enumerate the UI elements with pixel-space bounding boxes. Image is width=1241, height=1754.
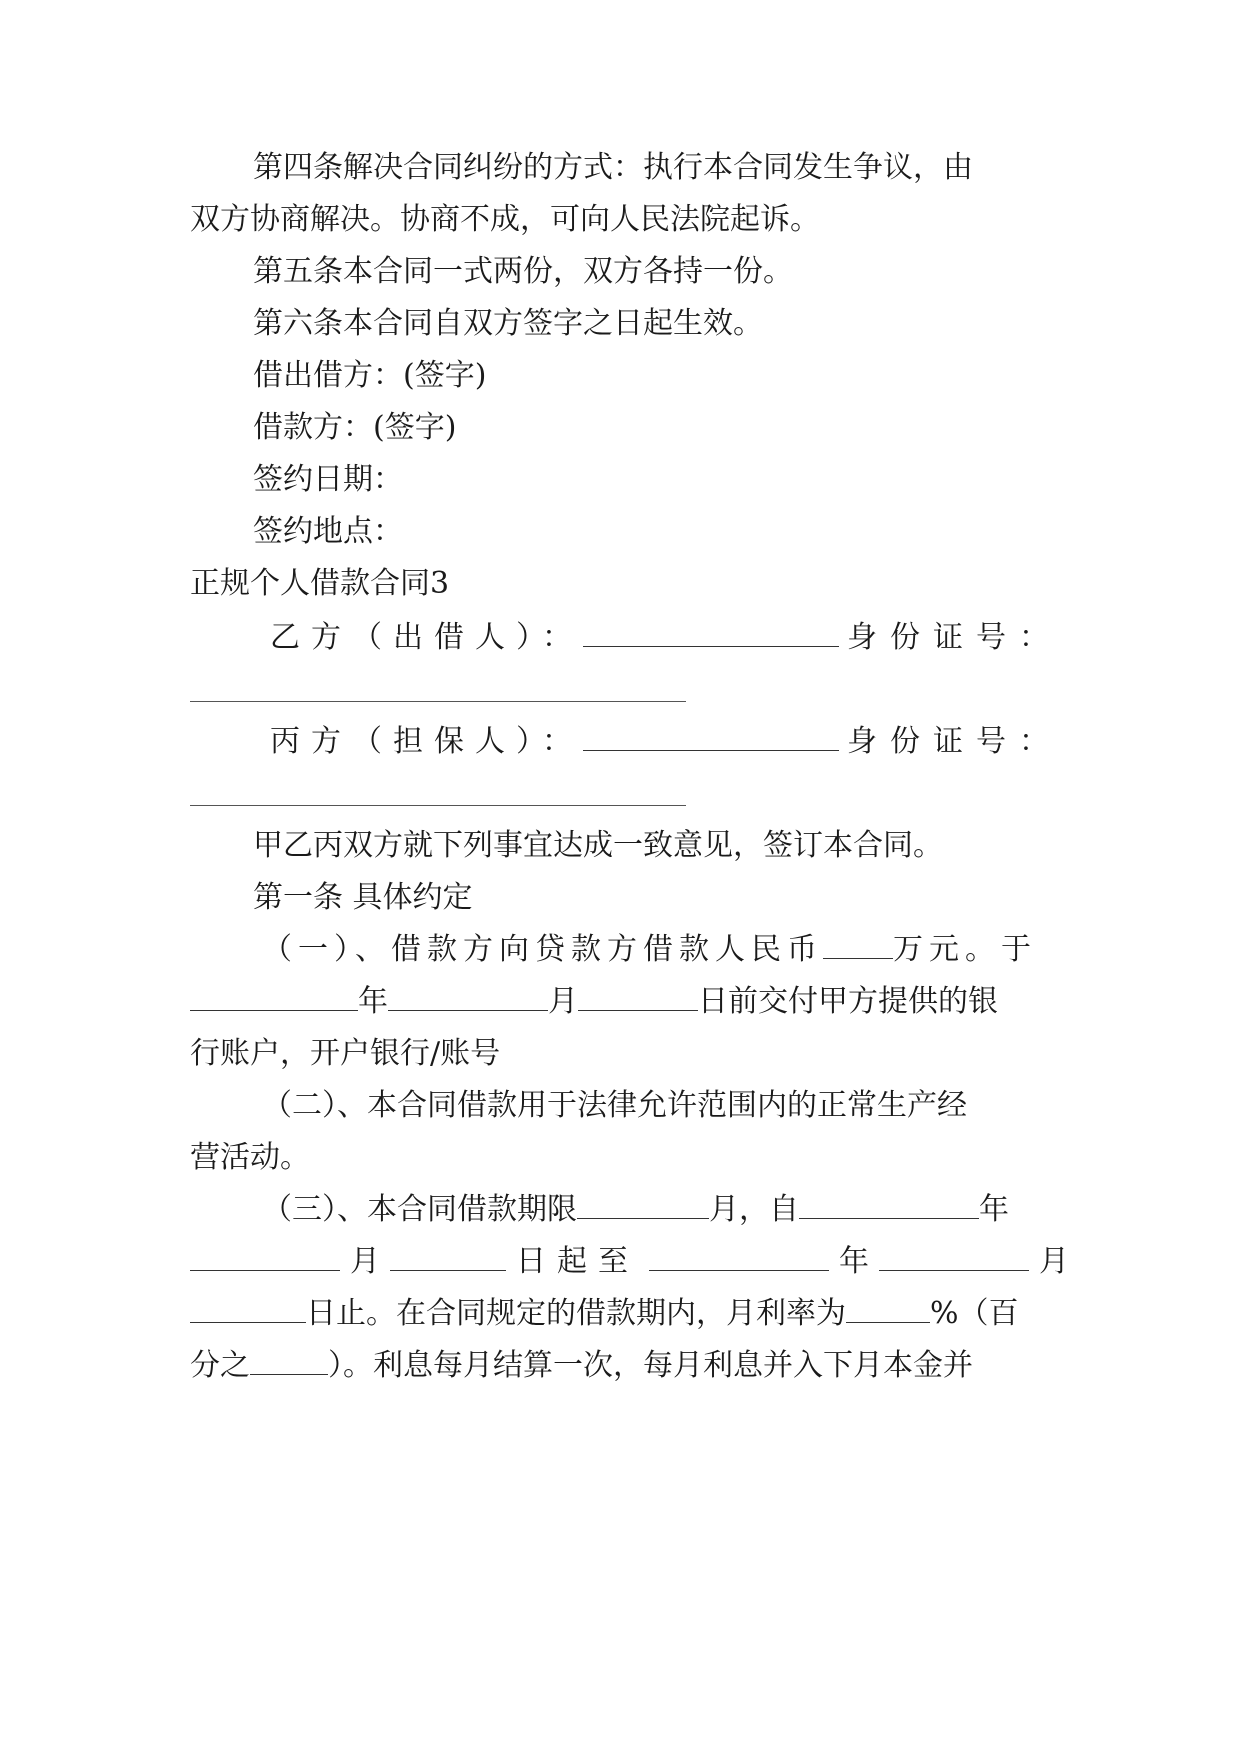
- item-1-text-c: 日前交付甲方提供的银: [698, 984, 998, 1019]
- end-day-blank: [190, 1292, 306, 1323]
- borrower-signature-label: 借款方：(签字): [253, 410, 457, 445]
- item-1-line-2: [190, 980, 1050, 1024]
- clause-5-line: [253, 250, 1050, 294]
- delivery-day-blank: [578, 980, 698, 1011]
- sign-place-label: 签约地点：: [253, 514, 403, 549]
- item-2-text-a: （二）、本合同借款用于法律允许范围内的正常生产经: [262, 1088, 967, 1123]
- sign-date-label: 签约日期：: [253, 462, 403, 497]
- start-day-blank: [390, 1240, 506, 1271]
- clause-6-line: [253, 302, 1050, 346]
- item-2-line-2: [190, 1136, 1050, 1180]
- clause-6-text: 第六条本合同自双方签字之日起生效。: [253, 306, 763, 341]
- clause-4-line-1: [253, 146, 1050, 190]
- item-3-text-e: %（百: [930, 1296, 1019, 1331]
- party-c-label: 丙方（担保人）：: [270, 724, 583, 759]
- item-2-text-b: 营活动。: [190, 1140, 310, 1175]
- sign-place-line: [253, 510, 1050, 554]
- item-3-text-d: 日止。在合同规定的借款期内，月利率为: [306, 1296, 846, 1331]
- item-3-text-f: 分之: [190, 1348, 250, 1383]
- item-3-end-year-label: 年: [839, 1244, 869, 1279]
- contract-title: 正规个人借款合同3: [190, 566, 450, 601]
- item-3-line-1: [262, 1188, 1050, 1232]
- item-3-text-c: 日起至: [516, 1244, 639, 1279]
- agreement-text: 甲乙丙双方就下列事宜达成一致意见，签订本合同。: [253, 828, 943, 863]
- party-c-name-blank: [583, 720, 839, 751]
- clause-5-text: 第五条本合同一式两份，双方各持一份。: [253, 254, 793, 289]
- item-1-text-d: 行账户，开户银行/账号: [190, 1036, 501, 1071]
- party-c-id-label: 身份证号：: [847, 724, 1062, 759]
- item-1-month-label: 月: [548, 984, 578, 1019]
- monthly-rate-blank: [846, 1292, 930, 1323]
- party-c-line: [270, 720, 1062, 764]
- item-1-line-3: [190, 1032, 1050, 1076]
- item-3-year-label: 年: [979, 1192, 1009, 1227]
- lender-signature-line: [253, 354, 1050, 398]
- item-1-line-1: [262, 928, 1050, 972]
- party-b-name-blank: [583, 616, 839, 647]
- item-2-line-1: [262, 1084, 1050, 1128]
- item-3-line-3: [190, 1292, 1050, 1336]
- item-3-text-a: （三）、本合同借款期限: [262, 1192, 577, 1227]
- borrower-signature-line: [253, 406, 1050, 450]
- clause-4-text-b: 双方协商解决。协商不成，可向人民法院起诉。: [190, 202, 820, 237]
- item-3-text-b: 月，自: [709, 1192, 799, 1227]
- section-heading: [190, 562, 1050, 606]
- clause-4-text-a: 第四条解决合同纠纷的方式：执行本合同发生争议，由: [253, 150, 973, 185]
- loan-term-blank: [577, 1188, 709, 1219]
- item-3-text-g: ）。利息每月结算一次，每月利息并入下月本金并: [328, 1348, 973, 1383]
- item-1-year-label: 年: [358, 984, 388, 1019]
- item-1-text-a: （一）、借款方向贷款方借款人民币: [262, 932, 823, 967]
- lender-signature-label: 借出借方：(签字): [253, 358, 487, 393]
- start-year-blank: [799, 1188, 979, 1219]
- item-3-line-4: [190, 1344, 1050, 1388]
- clause-4-line-2: [190, 198, 1050, 242]
- delivery-year-blank: [190, 980, 358, 1011]
- item-3-month-label: 月: [350, 1244, 380, 1279]
- party-c-id-blank: [190, 805, 686, 806]
- article-1-line: [253, 876, 1050, 920]
- article-1-title: 第一条 具体约定: [253, 880, 473, 915]
- rate-words-blank: [250, 1344, 328, 1375]
- agreement-line: [253, 824, 1050, 868]
- sign-date-line: [253, 458, 1050, 502]
- loan-amount-blank: [823, 928, 893, 959]
- end-month-blank: [879, 1240, 1029, 1271]
- party-b-id-blank: [190, 701, 686, 702]
- party-b-id-label: 身份证号：: [847, 620, 1062, 655]
- delivery-month-blank: [388, 980, 548, 1011]
- end-year-blank: [649, 1240, 829, 1271]
- item-3-end-month-label: 月: [1039, 1244, 1069, 1279]
- item-3-line-2: [190, 1240, 1069, 1284]
- party-b-label: 乙方（出借人）：: [270, 620, 583, 655]
- item-1-text-b: 万元。于: [893, 932, 1037, 967]
- start-month-blank: [190, 1240, 340, 1271]
- party-b-line: [270, 616, 1062, 660]
